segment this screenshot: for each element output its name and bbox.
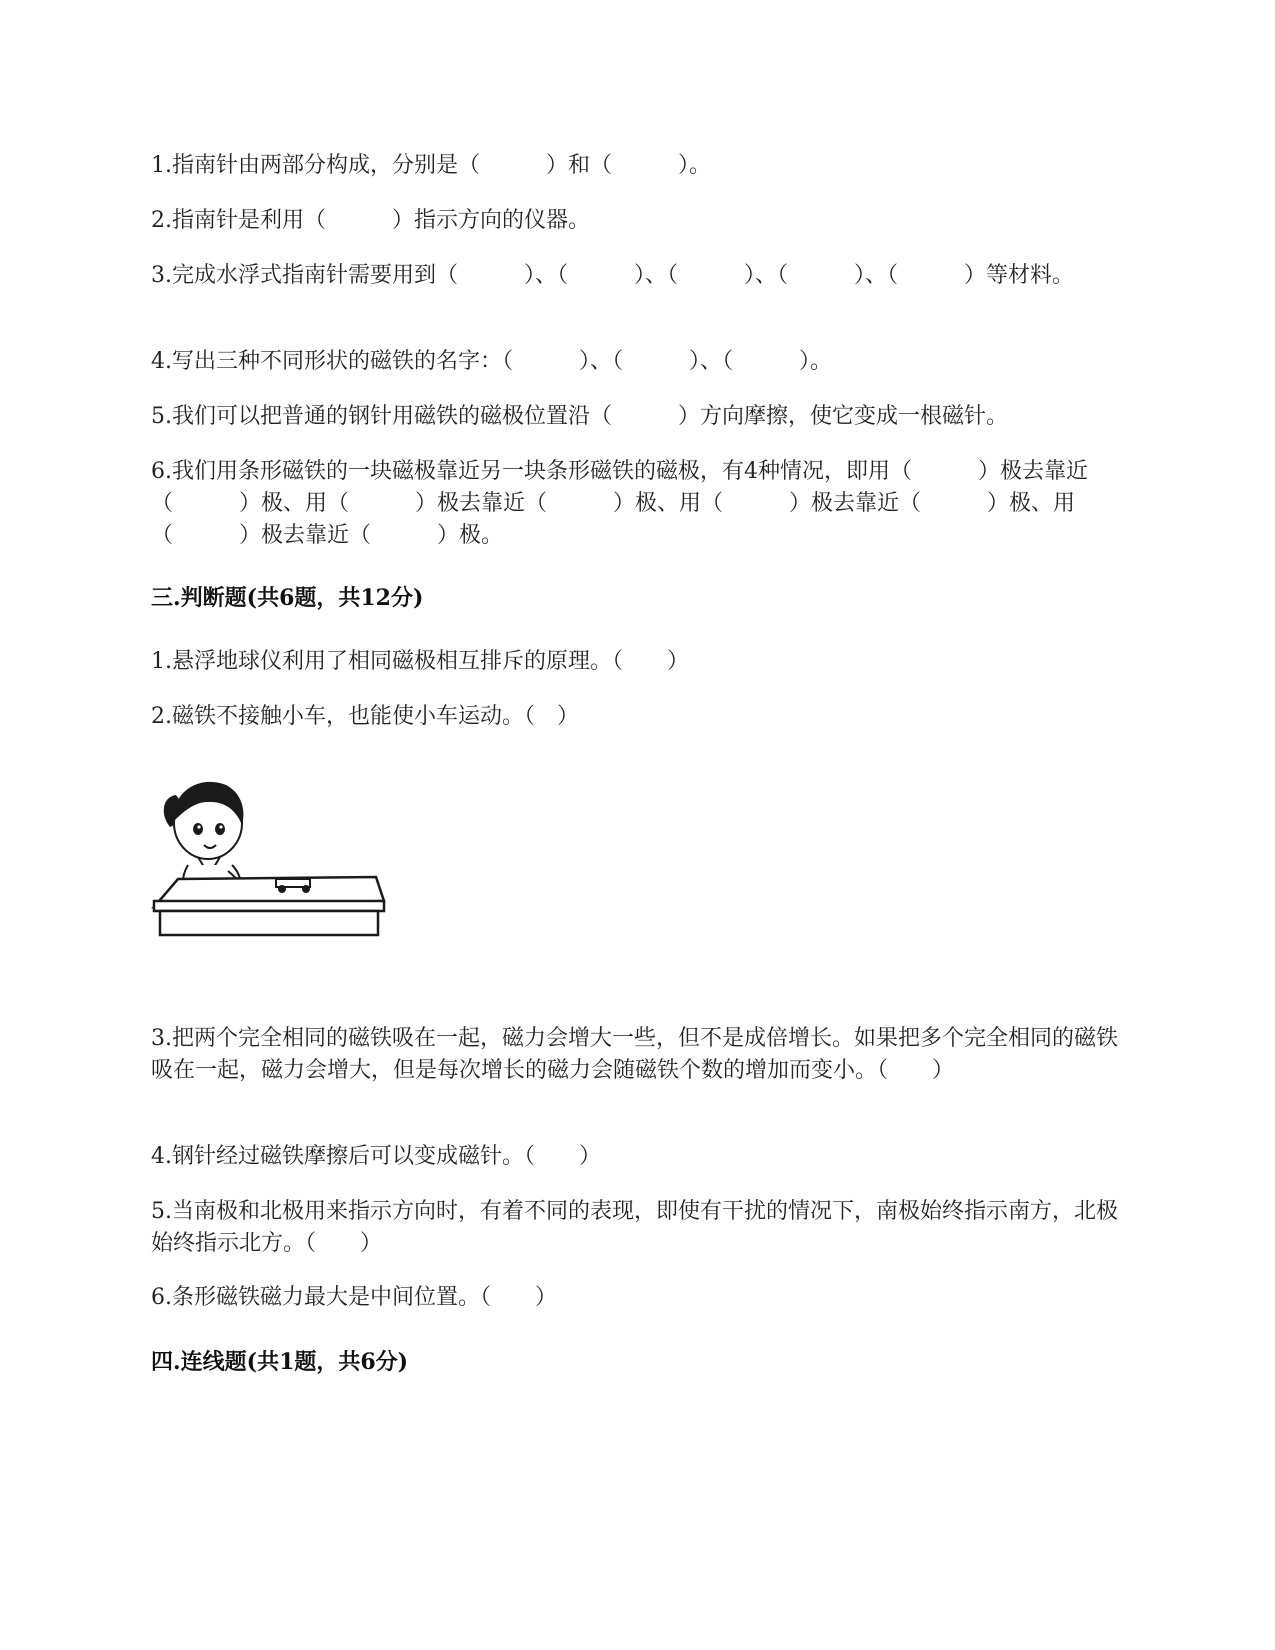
- fill-question-6: 6.我们用条形磁铁的一块磁极靠近另一块条形磁铁的磁极，有4种情况，即用（ ）极去靠近（ ）极、用（ ）极去靠近（ ）极、用（ ）极去靠近（ ）极、用（ ）极去靠近（ ）极。: [151, 459, 1088, 548]
- judge-question-4: 4.钢针经过磁铁摩擦后可以变成磁针。（ ）: [151, 1144, 601, 1169]
- judge-question-1: 1.悬浮地球仪利用了相同磁极相互排斥的原理。（ ）: [151, 649, 689, 674]
- judge-question-5: 5.当南极和北极用来指示方向时，有着不同的表现，即使有干扰的情况下，南极始终指示南方，北极始终指示北方。（ ）: [151, 1199, 1118, 1256]
- judge-question-2: 2.磁铁不接触小车，也能使小车运动。（ ）: [151, 704, 579, 729]
- judge-question-3: 3.把两个完全相同的磁铁吸在一起，磁力会增大一些，但不是成倍增长。如果把多个完全相同的磁铁吸在一起，磁力会增大，但是每次增长的磁力会随磁铁个数的增加而变小。（ ）: [151, 1026, 1118, 1083]
- fill-question-3: 3.完成水浮式指南针需要用到（ ）、（ ）、（ ）、（ ）、（ ）等材料。: [151, 263, 1074, 288]
- fill-question-4: 4.写出三种不同形状的磁铁的名字：（ ）、（ ）、（ ）。: [151, 349, 832, 374]
- section-3-title: 三.判断题(共6题，共12分): [151, 585, 424, 611]
- fill-question-2: 2.指南针是利用（ ）指示方向的仪器。: [151, 208, 590, 233]
- fill-question-5: 5.我们可以把普通的钢针用磁铁的磁极位置沿（ ）方向摩擦，使它变成一根磁针。: [151, 404, 1008, 429]
- girl-with-magnet-car-icon: [148, 775, 404, 947]
- judge-question-6: 6.条形磁铁磁力最大是中间位置。（ ）: [151, 1285, 557, 1310]
- section-4-title: 四.连线题(共1题，共6分): [151, 1349, 409, 1375]
- fill-question-1: 1.指南针由两部分构成，分别是（ ）和（ ）。: [151, 153, 711, 178]
